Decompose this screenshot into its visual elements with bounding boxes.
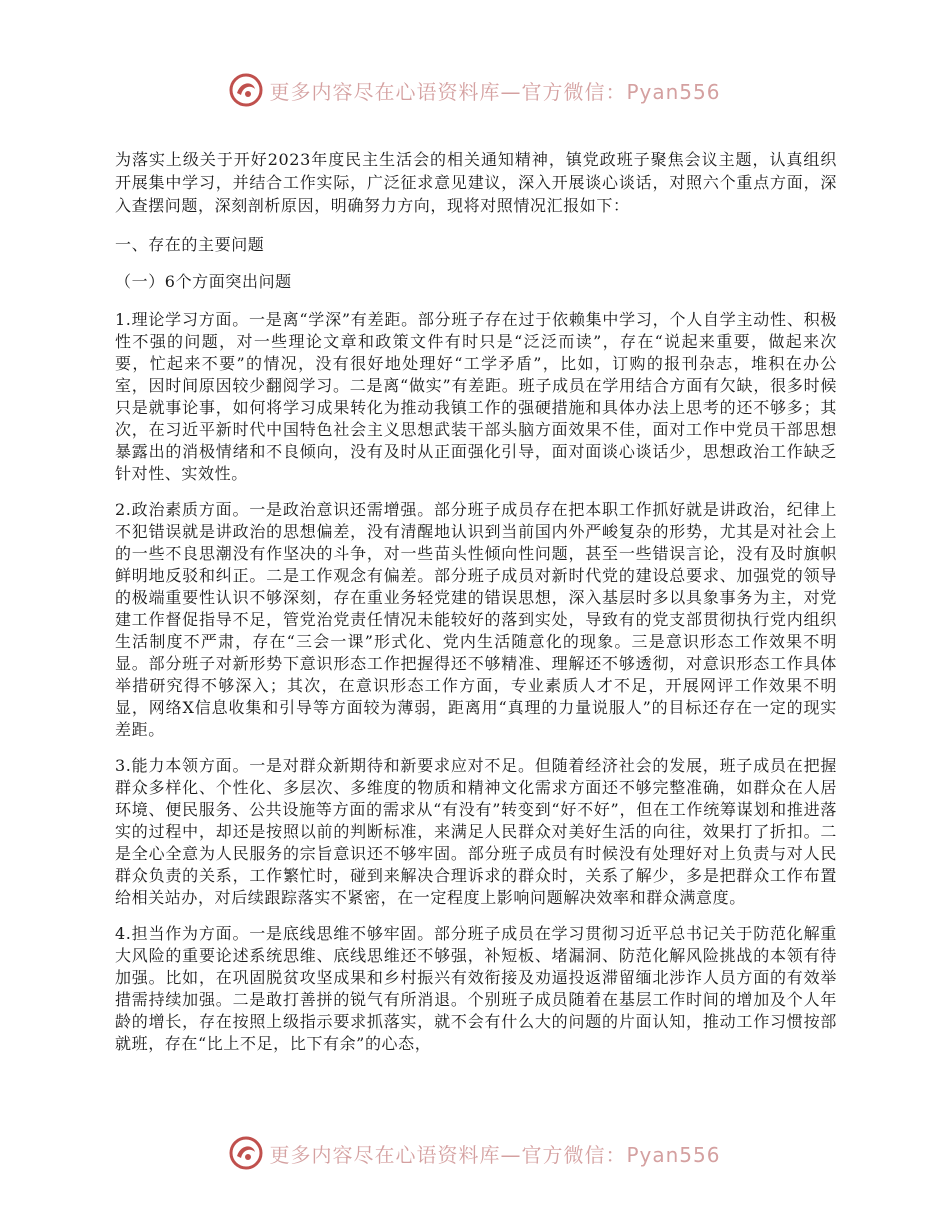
section-ability: 3.能力本领方面。一是对群众新期待和新要求应对不足。但随着经济社会的发展，班子成员在把握群众多样化、个性化、多层次、多维度的物质和精神文化需求方面还不够完整准确，如群众在人居环境、便民服务、公共设施等方面的需求从“有没有”转变到“好不好”，但在工作统筹谋划和推进落实的过程中，却还是按照以前的判断标准，来满足人民群众对美好生活的向往，效果打了折扣。二是全心全意为人民服务的宗旨意识还不够牢固。部分班子成员有时候没有处理好对上负责与对人民群众负责的关系，工作繁忙时，碰到来解决合理诉求的群众时，关系了解少，多是把群众工作布置给相关站办，对后续跟踪落实不紧密，在一定程度上影响问题解决效率和群众满意度。 [115,756,837,907]
swirl-logo-icon [229,1136,263,1170]
watermark-banner-bottom [0,1133,950,1173]
watermark-text: 更多内容尽在心语资料库—官方微信：Pyan556 [269,1142,721,1167]
section-political-quality: 2.政治素质方面。一是政治意识还需增强。部分班子成员存在把本职工作抓好就是讲政治，纪律上不犯错误就是讲政治的思想偏差，没有清醒地认识到当前国内外严峻复杂的形势，尤其是对社会上的一些不良思潮没有作坚决的斗争，对一些苗头性倾向性问题，甚至一些错误言论，没有及时旗帜鲜明地反驳和纠正。二是工作观念有偏差。部分班子成员对新时代党的建设总要求、加强党的领导的极端重要性认识不够深刻，存在重业务轻党建的错误思想，深入基层时多以具象事务为主，对党建工作督促指导不足，管党治党责任情况未能较好的落到实处，导致有的党支部贯彻执行党内组织生活制度不严肃，存在“三会一课”形式化、党内生活随意化的现象。三是意识形态工作效果不明显。部分班子对新形势下意识形态工作把握得还不够精准、理解还不够透彻，对意识形态工作具体举措研究得不够深入；其次，在意识形态工作方面，专业素质人才不足，开展网评工作效果不明显，网络X信息收集和引导等方面较为薄弱，距离用“真理的力量说服人”的目标还存在一定的现实差距。 [115,500,837,739]
swirl-logo-icon [229,73,263,107]
document-body [115,148,837,1055]
watermark-banner-top [0,70,950,110]
heading-main-problems: 一、存在的主要问题 [115,235,265,254]
section-theory-study: 1.理论学习方面。一是离“学深”有差距。部分班子存在过于依赖集中学习，个人自学主动性、积极性不强的问题，对一些理论文章和政策文件有时只是“泛泛而读”，存在“说起来重要，做起来次要，忙起来不要”的情况，没有很好地处理好“工学矛盾”，比如，订购的报刊杂志，堆积在办公室，因时间原因较少翻阅学习。二是离“做实”有差距。班子成员在学用结合方面有欠缺，很多时候只是就事论事，如何将学习成果转化为推动我镇工作的强硬措施和具体办法上思考的还不够多；其次，在习近平新时代中国特色社会主义思想武装干部头脑方面效果不佳，面对工作中党员干部思想暴露出的消极情绪和不良倾向，没有及时从正面强化引导，面对面谈心谈话少，思想政治工作缺乏针对性、实效性。 [115,310,837,483]
intro-paragraph: 为落实上级关于开好2023年度民主生活会的相关通知精神，镇党政班子聚焦会议主题，认真组织开展集中学习，并结合工作实际，广泛征求意见建议，深入开展谈心谈话，对照六个重点方面，深入查摆问题，深刻剖析原因，明确努力方向，现将对照情况汇报如下： [115,150,837,215]
heading-six-aspects: （一）6个方面突出问题 [115,272,292,291]
section-responsibility: 4.担当作为方面。一是底线思维不够牢固。部分班子成员在学习贯彻习近平总书记关于防范化解重大风险的重要论述系统思维、底线思维还不够强，补短板、堵漏洞、防范化解风险挑战的本领有待加强。比如，在巩固脱贫攻坚成果和乡村振兴有效衔接及劝逼投返滞留缅北涉诈人员方面的有效举措需持续加强。二是敢打善拼的锐气有所消退。个别班子成员随着在基层工作时间的增加及个人年龄的增长，存在按照上级指示要求抓落实，就不会有什么大的问题的片面认知，推动工作习惯按部就班，存在“比上不足，比下有余”的心态， [115,924,837,1053]
watermark-text: 更多内容尽在心语资料库—官方微信：Pyan556 [269,79,721,104]
